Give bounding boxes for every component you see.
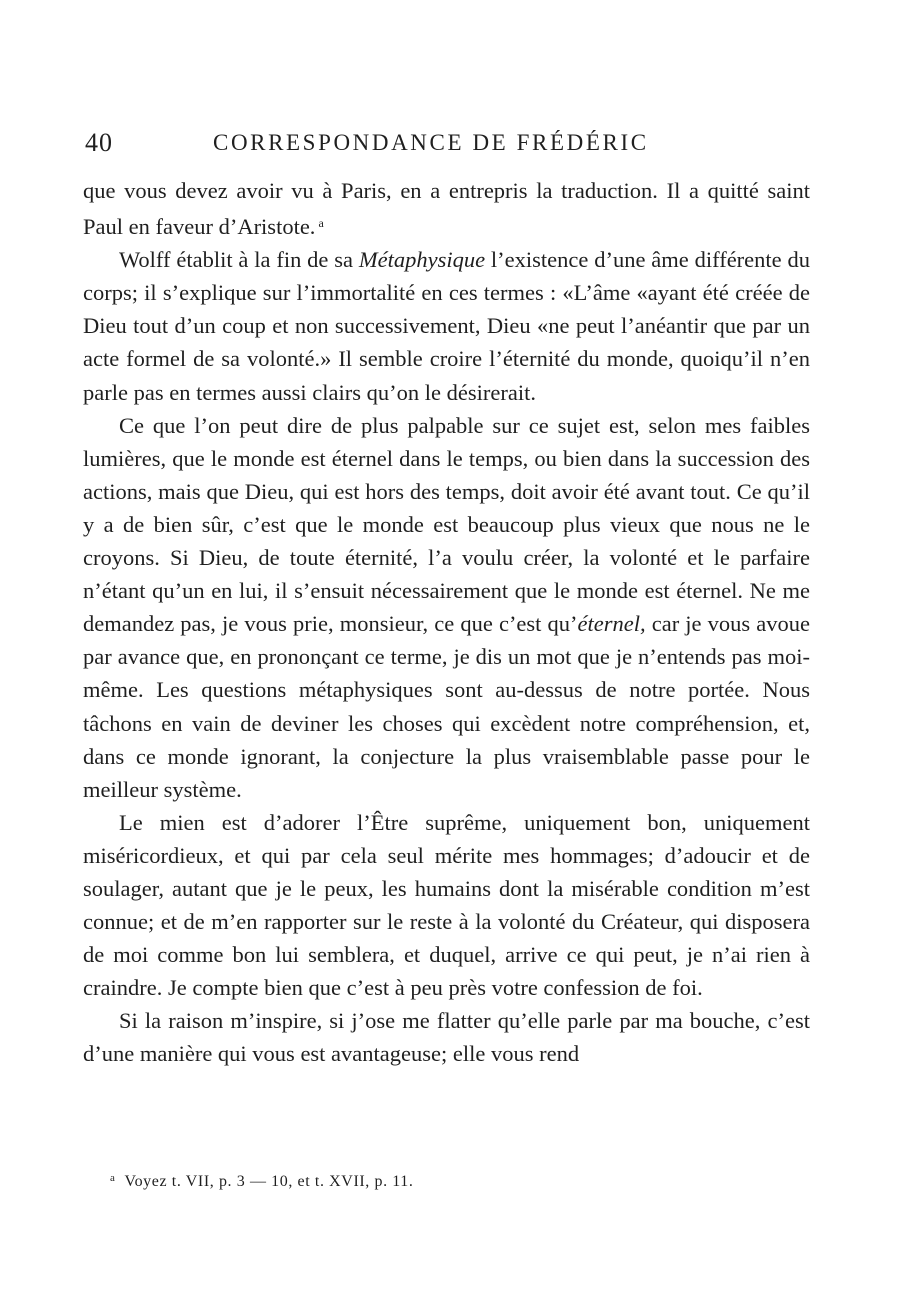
paragraph-text: Ce que l’on peut dire de plus palpable sur ce sujet est, selon mes faibles lumières, que le monde est éternel dans le temps, ou bien dans la succession des actions, mais que Dieu, qui est hors des temps, doit avoir été avant tout. Ce qu’il y a de bien sûr, c’est que le monde est beaucoup plus vieux que nous ne le croyons. Si Dieu, de toute éternité, l’a voulu créer, la volonté et le parfaire n’étant qu’un en lui, il s’ensuit nécessairement que le monde est éternel. Ne me demandez pas, je vous prie, monsieur, ce que c’est qu’: [83, 412, 810, 637]
paragraph-text: Le mien est d’adorer l’Être suprême, uniquement bon, uniquement miséricordieux, et qui par cela seul mérite mes hommages; d’adoucir et de soulager, autant que je le peux, les humains dont la misérable condition m’est connue; et de m’en rapporter sur le reste à la volonté du Créateur, qui disposera de moi comme bon lui semblera, et duquel, arrive ce qui peut, je n’ai rien à craindre. Je compte bien que c’est à peu près votre confession de foi.: [83, 809, 810, 1001]
paragraph-eternity: [83, 409, 810, 806]
page-number: 40: [85, 128, 113, 157]
italic-title: Métaphysique: [358, 247, 486, 273]
paragraph-reason: [83, 1004, 810, 1070]
running-head: CORRESPONDANCE DE FRÉDÉRIC: [213, 130, 649, 155]
paragraph-text: l’existence d’une âme différente du corps; il s’explique sur l’immortalité en ces termes : «L’âme «ayant été créée de Dieu tout d’un coup et non successivement, Dieu «ne peut l’anéantir que par un acte formel de sa volonté.» Il semble croire l’éternité du monde, quoiqu’il n’en parle pas en termes aussi clairs qu’on le désirerait.: [83, 247, 810, 405]
paragraph-wolff: [83, 243, 810, 408]
body-text: [83, 174, 810, 1071]
paragraph-profession: [83, 806, 810, 1005]
paragraph-continuation: [83, 174, 810, 243]
paragraph-text: car je vous avoue par avance que, en prononçant ce terme, je dis un mot que je n’entends pas moi-même. Les questions métaphysiques sont au-dessus de notre portée. Nous tâchons en vain de deviner les choses qui excèdent notre compréhension, et, dans ce monde ignorant, la conjecture la plus vraisemblable passe pour le meilleur système.: [83, 611, 810, 802]
footnote-reference: a: [318, 216, 324, 231]
footnote-marker: a: [110, 1172, 116, 1184]
italic-term: éternel,: [577, 611, 646, 637]
paragraph-text: Wolff établit à la fin de sa: [119, 247, 359, 273]
footnote-text: Voyez t. VII, p. 3 — 10, et t. XVII, p. 11.: [124, 1173, 414, 1190]
paragraph-text: que vous devez avoir vu à Paris, en a entrepris la traduction. Il a quitté saint Paul en faveur d’Aristote.: [83, 178, 810, 240]
paragraph-text: Si la raison m’inspire, si j’ose me flatter qu’elle parle par ma bouche, c’est d’une manière qui vous est avantageuse; elle vous rend: [83, 1008, 810, 1067]
footnote: [110, 1172, 414, 1191]
